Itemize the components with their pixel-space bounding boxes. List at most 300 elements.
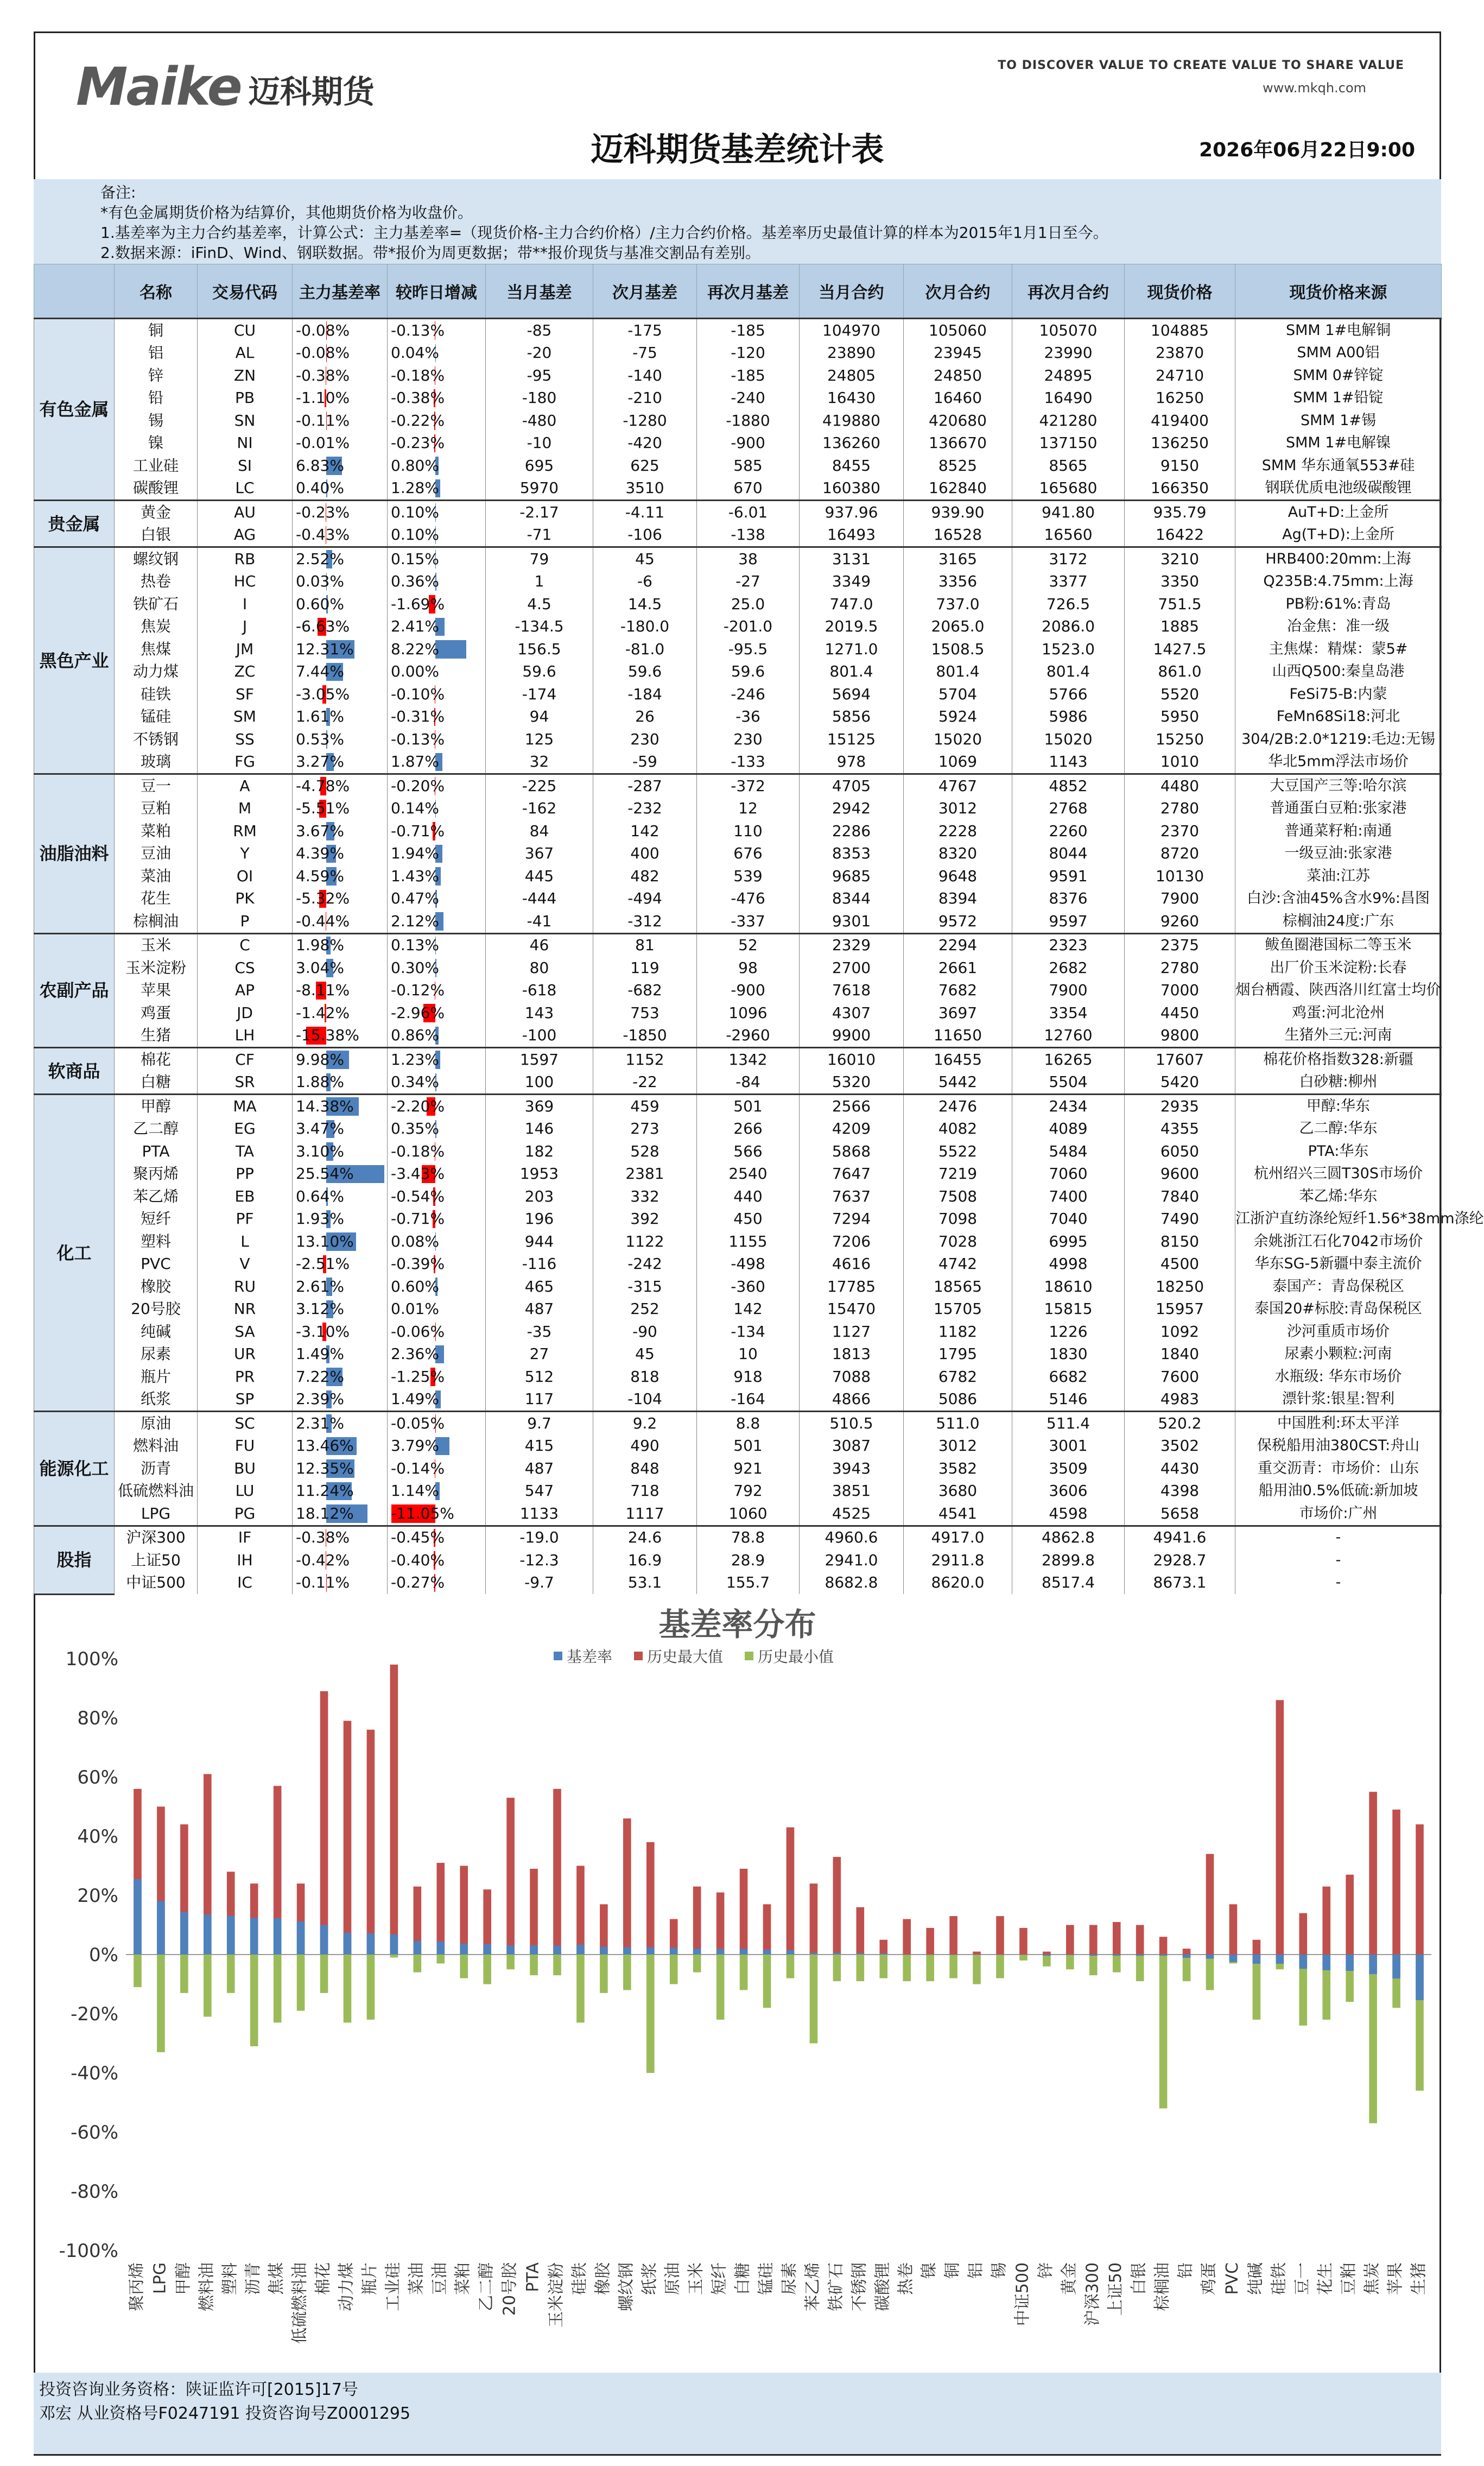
basis-rate-bar <box>1322 1955 1330 1970</box>
month-contract-cell: 16493 <box>800 524 904 547</box>
x-category-label: 豆粕 <box>1339 2262 1359 2295</box>
next-contract-cell: 9572 <box>904 910 1012 933</box>
third-month-basis-cell: 28.9 <box>697 1549 800 1572</box>
website-url[interactable]: www.mkqh.com <box>1263 80 1366 96</box>
month-basis-cell: 512 <box>486 1365 593 1388</box>
table-row <box>34 1412 1442 1435</box>
code-cell: FG <box>198 751 293 774</box>
third-contract-cell: 24895 <box>1012 364 1125 387</box>
spot-price-cell: 15250 <box>1125 728 1235 751</box>
name-cell: 短纤 <box>115 1208 198 1231</box>
main-basis-rate-cell <box>293 1208 388 1231</box>
historical-min-bar <box>857 1955 865 1981</box>
historical-min-bar <box>949 1955 957 1978</box>
month-contract-cell: 1813 <box>800 1343 904 1366</box>
table-row <box>34 843 1442 865</box>
legend-label: 基差率 <box>567 1648 613 1666</box>
main-basis-rate-cell <box>293 616 388 638</box>
third-contract-cell: 105070 <box>1012 319 1125 342</box>
basis-rate-bar <box>879 1953 887 1955</box>
next-month-basis-cell: -81.0 <box>593 638 697 661</box>
spot-source-cell: 出厂价玉米淀粉:长春 <box>1235 957 1442 979</box>
historical-min-bar <box>274 1955 282 2022</box>
next-month-basis-cell: -75 <box>593 342 697 365</box>
daily-change-cell <box>388 501 486 524</box>
next-contract-cell: 7219 <box>904 1163 1012 1186</box>
code-cell: Y <box>198 843 293 865</box>
month-contract-cell: 5320 <box>800 1071 904 1095</box>
month-contract-cell: 17785 <box>800 1275 904 1298</box>
month-contract-cell: 419880 <box>800 409 904 432</box>
cell-value: -1.10% <box>296 389 350 407</box>
x-category-label: 橡胶 <box>593 2262 613 2295</box>
next-contract-cell: 162840 <box>904 477 1012 501</box>
spot-price-cell: 9150 <box>1125 454 1235 477</box>
basis-rate-bar <box>344 1933 352 1955</box>
month-contract-cell: 8353 <box>800 843 904 865</box>
code-cell: J <box>198 616 293 638</box>
main-basis-rate-cell <box>293 1163 388 1186</box>
month-basis-cell: 445 <box>486 865 593 888</box>
third-contract-cell: 2682 <box>1012 957 1125 979</box>
name-cell: 豆粕 <box>115 798 198 820</box>
x-category-label: 玉米淀粉 <box>547 2262 566 2328</box>
daily-change-cell <box>388 1365 486 1388</box>
cell-value: 0.01% <box>391 1300 439 1318</box>
name-cell: 镍 <box>115 432 198 455</box>
basis-rate-bar <box>1043 1955 1051 1956</box>
next-contract-cell: 24850 <box>904 364 1012 387</box>
third-contract-cell: 5766 <box>1012 683 1125 706</box>
daily-change-cell <box>388 1388 486 1412</box>
cell-value: -0.14% <box>391 1459 445 1477</box>
spot-source-cell: 苯乙烯:华东 <box>1235 1185 1442 1208</box>
name-cell: LPG <box>115 1502 198 1526</box>
basis-rate-bar <box>1392 1955 1400 1978</box>
next-month-basis-cell: 392 <box>593 1208 697 1231</box>
month-basis-cell: -162 <box>486 798 593 820</box>
main-basis-rate-cell <box>293 501 388 524</box>
code-cell: ZN <box>198 364 293 387</box>
group-label: 黑色产业 <box>34 547 115 774</box>
spot-price-cell: 7000 <box>1125 979 1235 1002</box>
group-label: 农副产品 <box>34 933 115 1048</box>
month-contract-cell: 15125 <box>800 728 904 751</box>
daily-change-cell <box>388 364 486 387</box>
notes-label: 备注: <box>100 184 136 201</box>
historical-max-bar <box>903 1919 911 1955</box>
main-basis-rate-cell <box>293 1526 388 1549</box>
third-contract-cell: 15815 <box>1012 1298 1125 1321</box>
next-month-basis-cell: -312 <box>593 910 697 933</box>
next-month-basis-cell: 59.6 <box>593 661 697 684</box>
name-cell: 低硫燃料油 <box>115 1480 198 1503</box>
daily-change-cell <box>388 1095 486 1118</box>
third-contract-cell: 18610 <box>1012 1275 1125 1298</box>
spot-source-cell: 普通菜籽粕:南通 <box>1235 820 1442 843</box>
code-cell: LH <box>198 1025 293 1048</box>
code-cell: RU <box>198 1275 293 1298</box>
basis-rate-chart <box>34 1577 1441 2367</box>
spot-source-cell: 尿素小颗粒:河南 <box>1235 1343 1442 1366</box>
third-month-basis-cell: 266 <box>697 1118 800 1141</box>
x-category-label: 白糖 <box>733 2262 753 2295</box>
name-cell: 铁矿石 <box>115 593 198 616</box>
table-row <box>34 387 1442 410</box>
month-contract-cell: 1271.0 <box>800 638 904 661</box>
cell-value: -0.10% <box>391 685 445 703</box>
historical-min-bar <box>996 1955 1004 1978</box>
x-category-label: 热卷 <box>896 2262 916 2295</box>
historical-min-bar <box>320 1955 328 1993</box>
report-title: 迈科期货基差统计表 <box>591 131 884 169</box>
month-contract-cell: 4209 <box>800 1118 904 1141</box>
spot-source-cell: SMM 1#锡 <box>1235 409 1442 432</box>
spot-price-cell: 5658 <box>1125 1502 1235 1526</box>
name-cell: PVC <box>115 1253 198 1276</box>
spot-price-cell: 8673.1 <box>1125 1572 1235 1595</box>
historical-min-bar <box>926 1955 934 1981</box>
daily-change-cell <box>388 1025 486 1048</box>
month-basis-cell: -116 <box>486 1253 593 1276</box>
main-basis-rate-cell <box>293 1502 388 1526</box>
historical-min-bar <box>1113 1955 1121 1972</box>
historical-min-bar <box>903 1955 911 1981</box>
table-row <box>34 638 1442 661</box>
third-month-basis-cell: 566 <box>697 1140 800 1163</box>
month-basis-cell: 9.7 <box>486 1412 593 1435</box>
next-month-basis-cell: 625 <box>593 454 697 477</box>
historical-max-bar <box>1346 1875 1354 1955</box>
third-month-basis-cell: 539 <box>697 865 800 888</box>
table-row <box>34 1025 1442 1048</box>
spot-price-cell: 5420 <box>1125 1071 1235 1095</box>
month-contract-cell: 160380 <box>800 477 904 501</box>
next-month-basis-cell: 753 <box>593 1002 697 1025</box>
next-contract-cell: 4917.0 <box>904 1526 1012 1549</box>
main-basis-rate-cell <box>293 820 388 843</box>
main-basis-rate-cell <box>293 1253 388 1276</box>
table-row <box>34 342 1442 365</box>
main-basis-rate-cell <box>293 1480 388 1503</box>
month-basis-cell: 27 <box>486 1343 593 1366</box>
spot-source-cell: 普通蛋白豆粕:张家港 <box>1235 798 1442 820</box>
x-category-label: 纸浆 <box>640 2262 659 2295</box>
spot-price-cell: 6050 <box>1125 1140 1235 1163</box>
basis-rate-bar <box>1299 1955 1307 1969</box>
historical-min-bar <box>460 1955 468 1978</box>
spot-source-cell: 菜油:江苏 <box>1235 865 1442 888</box>
historical-max-bar <box>460 1866 468 1955</box>
basis-rate-bar <box>460 1944 468 1955</box>
daily-change-cell <box>388 547 486 571</box>
basis-rate-bar <box>1229 1955 1238 1962</box>
third-month-basis-cell: 78.8 <box>697 1526 800 1549</box>
daily-change-cell <box>388 1457 486 1480</box>
basis-rate-bar <box>367 1933 375 1955</box>
next-month-basis-cell: 45 <box>593 547 697 571</box>
spot-price-cell: 5950 <box>1125 706 1235 729</box>
month-basis-cell: -9.7 <box>486 1572 593 1595</box>
historical-max-bar <box>623 1818 631 1955</box>
cell-value: 8.22% <box>391 640 439 658</box>
y-tick-label: 80% <box>77 1708 118 1729</box>
x-category-label: 20号胶 <box>500 2262 519 2316</box>
code-cell: V <box>198 1253 293 1276</box>
month-basis-cell: 487 <box>486 1298 593 1321</box>
spot-source-cell: 泰国20#标胶:青岛保税区 <box>1235 1298 1442 1321</box>
historical-max-bar <box>833 1857 841 1955</box>
month-contract-cell: 3131 <box>800 547 904 571</box>
next-month-basis-cell: -232 <box>593 798 697 820</box>
next-month-basis-cell: -420 <box>593 432 697 455</box>
month-contract-cell: 8344 <box>800 888 904 910</box>
next-month-basis-cell: -180.0 <box>593 616 697 638</box>
spot-source-cell: 一级豆油:张家港 <box>1235 843 1442 865</box>
cell-value: 3.47% <box>296 1120 344 1138</box>
code-cell: AL <box>198 342 293 365</box>
basis-rate-bar <box>810 1953 818 1955</box>
historical-max-bar <box>763 1904 771 1955</box>
spot-price-cell: 2935 <box>1125 1095 1235 1118</box>
daily-change-cell <box>388 1435 486 1458</box>
month-basis-cell: -225 <box>486 774 593 798</box>
basis-rate-bar <box>506 1945 515 1955</box>
cell-value: 2.12% <box>391 912 439 930</box>
historical-max-bar <box>1113 1922 1121 1955</box>
historical-max-bar <box>693 1887 701 1955</box>
spot-source-cell: 中国胜利:环太平洋 <box>1235 1412 1442 1435</box>
month-contract-cell: 4525 <box>800 1502 904 1526</box>
daily-change-cell <box>388 454 486 477</box>
table-row <box>34 1118 1442 1141</box>
third-month-basis-cell: 1155 <box>697 1230 800 1253</box>
third-month-basis-cell: 2540 <box>697 1163 800 1186</box>
name-cell: 动力煤 <box>115 661 198 684</box>
code-cell: PR <box>198 1365 293 1388</box>
third-month-basis-cell: 230 <box>697 728 800 751</box>
table-row <box>34 820 1442 843</box>
x-category-label: 菜油 <box>407 2262 426 2295</box>
historical-max-bar <box>1043 1952 1051 1955</box>
next-contract-cell: 2911.8 <box>904 1549 1012 1572</box>
main-basis-rate-cell <box>293 1412 388 1435</box>
month-contract-cell: 937.96 <box>800 501 904 524</box>
next-month-basis-cell: 528 <box>593 1140 697 1163</box>
basis-rate-bar <box>623 1947 631 1955</box>
table-row <box>34 683 1442 706</box>
month-basis-cell: -85 <box>486 319 593 342</box>
spot-source-cell: 烟台栖霞、陕西洛川红富士均价 <box>1235 979 1442 1002</box>
third-contract-cell: 9597 <box>1012 910 1125 933</box>
cell-value: -15.38% <box>296 1026 359 1045</box>
daily-change-cell <box>388 1048 486 1071</box>
basis-rate-bar <box>1346 1955 1354 1971</box>
main-basis-rate-cell <box>293 1118 388 1141</box>
header-cell: 再次月合约 <box>1012 264 1125 319</box>
cell-value: -5.32% <box>296 889 350 908</box>
spot-price-cell: 751.5 <box>1125 593 1235 616</box>
name-cell: 热卷 <box>115 571 198 593</box>
third-month-basis-cell: -164 <box>697 1388 800 1412</box>
basis-rate-bar <box>297 1921 305 1955</box>
spot-price-cell: 7900 <box>1125 888 1235 910</box>
cell-value: 2.61% <box>296 1277 344 1295</box>
historical-max-bar <box>1229 1904 1238 1955</box>
spot-source-cell: - <box>1235 1549 1442 1572</box>
spot-source-cell: 漂针浆:银星:智利 <box>1235 1388 1442 1412</box>
third-contract-cell: 7040 <box>1012 1208 1125 1231</box>
historical-min-bar <box>1136 1955 1144 1981</box>
third-contract-cell: 8565 <box>1012 454 1125 477</box>
third-month-basis-cell: -27 <box>697 571 800 593</box>
cell-value: 0.60% <box>391 1277 439 1295</box>
month-contract-cell: 747.0 <box>800 593 904 616</box>
basis-rate-bar <box>787 1950 795 1955</box>
historical-max-bar <box>949 1916 957 1955</box>
month-contract-cell: 4616 <box>800 1253 904 1276</box>
historical-min-bar <box>1183 1955 1191 1981</box>
cell-value: -6.63% <box>296 617 350 636</box>
spot-source-cell: 棕榈油24度:广东 <box>1235 910 1442 933</box>
daily-change-cell <box>388 387 486 410</box>
x-category-label: 豆一 <box>1292 2262 1312 2295</box>
spot-price-cell: 1010 <box>1125 751 1235 774</box>
daily-change-cell <box>388 477 486 501</box>
next-month-basis-cell: 332 <box>593 1185 697 1208</box>
table-row <box>34 454 1442 477</box>
month-basis-cell: 59.6 <box>486 661 593 684</box>
code-cell: M <box>198 798 293 820</box>
third-contract-cell: 1830 <box>1012 1343 1125 1366</box>
code-cell: SN <box>198 409 293 432</box>
month-contract-cell: 3943 <box>800 1457 904 1480</box>
third-contract-cell: 12760 <box>1012 1025 1125 1048</box>
spot-price-cell: 1885 <box>1125 616 1235 638</box>
spot-price-cell: 17607 <box>1125 1048 1235 1071</box>
third-month-basis-cell: 792 <box>697 1480 800 1503</box>
next-contract-cell: 7098 <box>904 1208 1012 1231</box>
spot-price-cell: 23870 <box>1125 342 1235 365</box>
basis-rate-bar <box>483 1944 491 1955</box>
cell-value: 4.59% <box>296 867 344 885</box>
third-contract-cell: 3509 <box>1012 1457 1125 1480</box>
next-contract-cell: 3697 <box>904 1002 1012 1025</box>
month-basis-cell: 695 <box>486 454 593 477</box>
x-category-label: 沥青 <box>244 2262 263 2295</box>
y-tick-label: -100% <box>59 2240 118 2262</box>
third-contract-cell: 7400 <box>1012 1185 1125 1208</box>
third-contract-cell: 4998 <box>1012 1253 1125 1276</box>
cell-value: -4.78% <box>296 776 350 795</box>
x-category-label: 乙二醇 <box>477 2262 496 2311</box>
cell-value: -8.11% <box>296 981 350 1000</box>
basis-rate-bar <box>180 1912 188 1955</box>
daily-change-cell <box>388 1502 486 1526</box>
main-basis-rate-cell <box>293 865 388 888</box>
note-line: 1.基差率为主力合约基差率，计算公式：主力基差率=（现货价格-主力合约价格）/主力合约价格。基差率历史最值计算的样本为2015年1月1日至今。 <box>100 224 1108 242</box>
cell-value: 1.94% <box>391 844 439 863</box>
legend-label: 历史最小值 <box>758 1648 834 1666</box>
basis-rate-bar <box>227 1916 235 1955</box>
cell-value: -3.10% <box>296 1322 350 1341</box>
third-contract-cell: 15020 <box>1012 728 1125 751</box>
historical-max-bar <box>344 1721 352 1955</box>
daily-change-cell <box>388 1118 486 1141</box>
month-basis-cell: 1597 <box>486 1048 593 1071</box>
header-cell: 交易代码 <box>198 264 293 319</box>
code-cell: PF <box>198 1208 293 1231</box>
notes-panel <box>34 179 1441 264</box>
basis-rate-bar <box>857 1953 865 1955</box>
basis-rate-bar <box>1113 1955 1121 1956</box>
spot-source-cell: FeMn68Si18:河北 <box>1235 706 1442 729</box>
basis-rate-bar <box>576 1945 585 1955</box>
daily-change-cell <box>388 1343 486 1366</box>
historical-max-bar <box>1136 1925 1144 1955</box>
spot-source-cell: 江浙沪直纺涤纶短纤1.56*38mm涤纶 <box>1235 1208 1442 1231</box>
y-tick-label: -40% <box>71 2063 118 2084</box>
month-contract-cell: 2329 <box>800 933 904 957</box>
historical-min-bar <box>436 1955 445 1963</box>
next-month-basis-cell: 3510 <box>593 477 697 501</box>
spot-source-cell: SMM 华东通氧553#硅 <box>1235 454 1442 477</box>
cell-value: 13.10% <box>296 1232 354 1250</box>
cell-value: 0.10% <box>391 526 439 544</box>
daily-change-cell <box>388 774 486 798</box>
cell-value: -3.43% <box>391 1165 445 1183</box>
table-row <box>34 1230 1442 1253</box>
spot-source-cell: 鲅鱼圈港国标二等玉米 <box>1235 933 1442 957</box>
month-basis-cell: -10 <box>486 432 593 455</box>
historical-min-bar <box>1066 1955 1074 1969</box>
spot-price-cell: 16422 <box>1125 524 1235 547</box>
third-month-basis-cell: 1096 <box>697 1002 800 1025</box>
cell-value: 2.41% <box>391 617 439 636</box>
x-category-label: 甲醇 <box>174 2262 193 2295</box>
next-contract-cell: 8320 <box>904 843 1012 865</box>
spot-source-cell: 山西Q500:秦皇岛港 <box>1235 661 1442 684</box>
spot-source-cell: 生猪外三元:河南 <box>1235 1025 1442 1048</box>
third-contract-cell: 3001 <box>1012 1435 1125 1458</box>
x-category-label: 黄金 <box>1060 2262 1079 2295</box>
third-month-basis-cell: 1342 <box>697 1048 800 1071</box>
main-basis-rate-cell <box>293 1298 388 1321</box>
daily-change-cell <box>388 1412 486 1435</box>
next-contract-cell: 11650 <box>904 1025 1012 1048</box>
month-contract-cell: 2941.0 <box>800 1549 904 1572</box>
month-contract-cell: 1127 <box>800 1320 904 1343</box>
main-basis-rate-cell <box>293 1230 388 1253</box>
spot-price-cell: 4941.6 <box>1125 1526 1235 1549</box>
x-category-label: 短纤 <box>710 2262 730 2295</box>
month-contract-cell: 3087 <box>800 1435 904 1458</box>
name-cell: 苯乙烯 <box>115 1185 198 1208</box>
third-contract-cell: 4598 <box>1012 1502 1125 1526</box>
next-month-basis-cell: 53.1 <box>593 1572 697 1595</box>
table-row <box>34 706 1442 729</box>
historical-min-bar <box>833 1955 841 1981</box>
code-cell: LU <box>198 1480 293 1503</box>
third-month-basis-cell: -120 <box>697 342 800 365</box>
third-contract-cell: 2260 <box>1012 820 1125 843</box>
historical-max-bar <box>716 1893 725 1955</box>
third-contract-cell: 2768 <box>1012 798 1125 820</box>
third-month-basis-cell: 1060 <box>697 1502 800 1526</box>
historical-max-bar <box>1183 1949 1191 1955</box>
table-row <box>34 501 1442 524</box>
spot-price-cell: 4983 <box>1125 1388 1235 1412</box>
